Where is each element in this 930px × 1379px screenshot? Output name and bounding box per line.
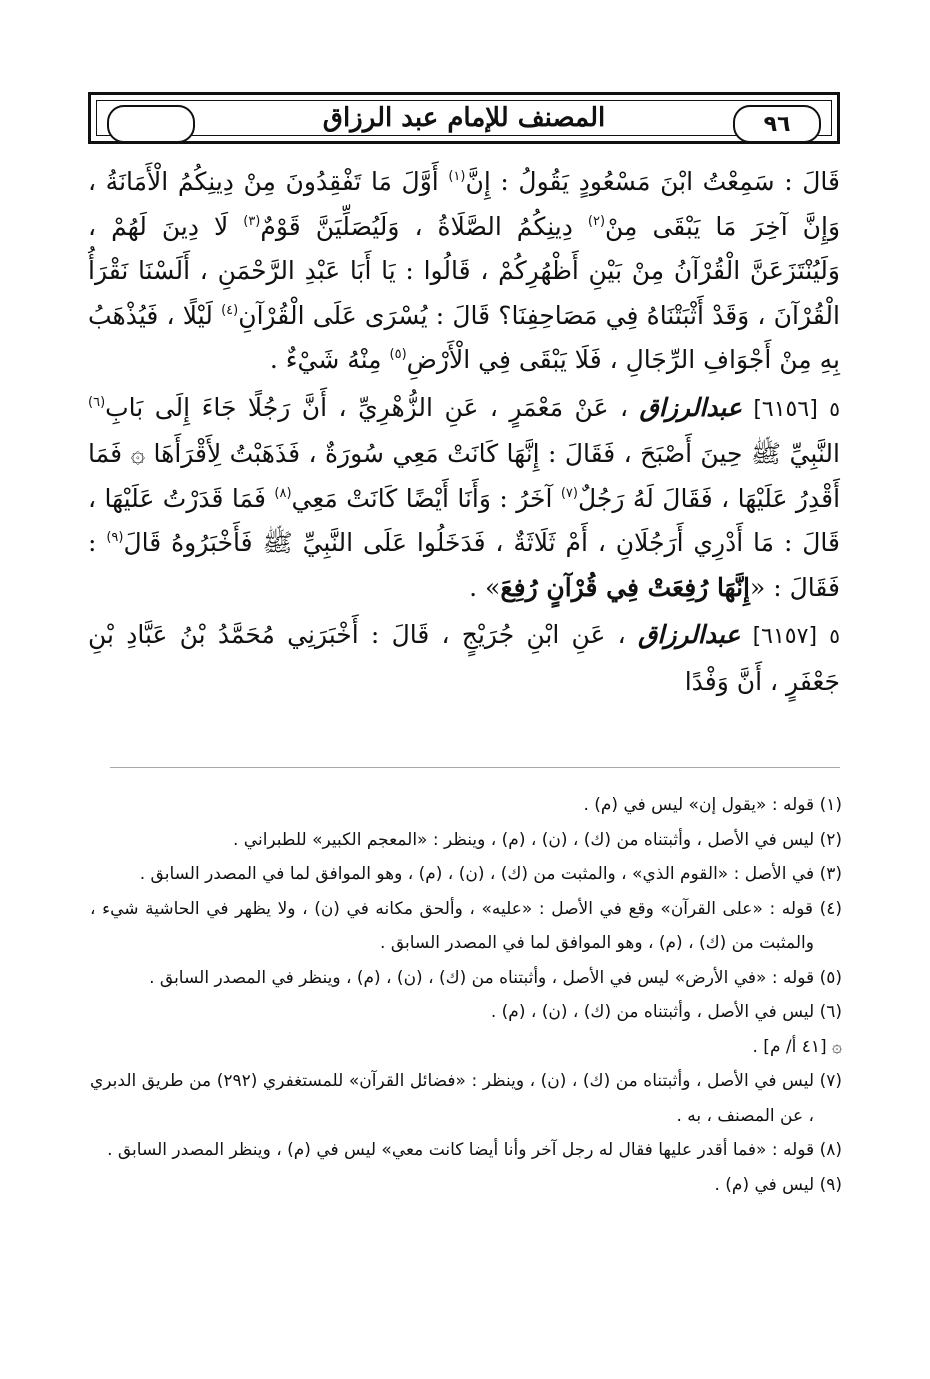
header-frame (96, 100, 832, 136)
text-segment: لَا دِينَ لَهُمْ ، وَلَيُنْتَزَعَنَّ الْقُرْآنُ مِنْ بَيْنِ أَظْهُرِكُمْ ، قَالُوا : يَا أَبَا عَبْدِ الرَّحْمَنِ ، أَلَسْنَا نَقْرَأُ الْقُرْآنَ ، وَقَدْ أَثْبَتْنَاهُ فِي مَصَاحِفِنَا؟ قَالَ : يُسْرَى عَلَى الْقُرْآنِ (88, 211, 840, 330)
book-title: المصنف للإمام عبد الرزاق (322, 103, 606, 133)
footnote-ref[interactable]: (٨) (274, 485, 292, 501)
footnote-5: (٥) قوله : «في الأرض» ليس في الأصل ، وأثبتناه من (ك) ، (ن) ، (م) ، وينظر في المصدر السابق . (149, 967, 842, 988)
footnote-ref[interactable]: (٢) (587, 213, 606, 229)
text-segment: فَمَا قَدَرْتُ عَلَيْهَا ، قَالَ : مَا أَدْرِي أَرَجُلَانِ ، أَمْ ثَلَاثَةٌ ، فَدَخَلُوا عَلَى النَّبِيِّ ﷺ فَأَخْبَرُوهُ قَالَ (88, 483, 840, 557)
page-number: ٩٦ (733, 105, 821, 143)
footnote-6: (٦) ليس في الأصل ، وأثبتناه من (ك) ، (ن) ، (م) . (490, 1002, 842, 1022)
text-segment: قَالَ : سَمِعْتُ ابْنَ مَسْعُودٍ يَقُولُ : إِنَّ (465, 167, 840, 196)
paragraph-opening (88, 160, 840, 383)
footnote-ref[interactable]: (٤) (221, 302, 239, 318)
text-segment: النَّبِيِّ ﷺ حِينَ أَصْبَحَ ، فَقَالَ : إِنَّهَا كَانَتْ مَعِي سُورَةٌ ، فَذَهَبْتُ لِأَقْرَأَهَا ۞ فَمَا أَقْدِرُ عَلَيْهَا ، فَقَالَ لَهُ رَجُلٌ (88, 439, 841, 513)
text-segment: : فَقَالَ : « (88, 528, 840, 602)
footnotes-section (90, 788, 842, 1202)
narrator-name: عبدالرزاق (637, 620, 741, 649)
footnote-3: (٣) في الأصل : «القوم الذي» ، والمثبت من (ك) ، (ن) ، (م) ، وهو الموافق لما في المصدر السابق . (139, 864, 842, 884)
footnote-divider (110, 767, 840, 768)
text-segment: لَيْلًا ، فَيُذْهَبُ بِهِ مِنْ أَجْوَافِ الرِّجَالِ ، فَلَا يَبْقَى فِي الْأَرْضِ (88, 300, 840, 374)
text-segment: آخَرُ : وَأَنَا أَيْضًا كَانَتْ مَعِي (291, 483, 561, 513)
text-segment: أَوَّلَ مَا تَفْقِدُونَ مِنْ دِينِكُمُ الْأَمَانَةُ ، وَإِنَّ آخِرَ مَا يَبْقَى مِنْ (88, 167, 841, 241)
footnote-8: (٨) قوله : «فما أقدر عليها فقال له رجل آخر وأنا أيضا كانت معي» ليس في (م) ، وينظر المصدر السابق . (107, 1140, 842, 1160)
main-text (88, 160, 840, 704)
text-segment: مِنْهُ شَيْءٌ . (269, 345, 390, 374)
footnote-ref[interactable]: (٣) (243, 213, 261, 229)
text-segment: دِينِكُمُ الصَّلَاةُ ، وَلَيُصَلِّيَنَّ قَوْمٌ (260, 211, 588, 241)
hadith-marker-icon: ٥ (829, 396, 840, 421)
footnote-ref[interactable]: (٧) (560, 485, 578, 501)
footnote-9: (٩) ليس في (م) . (714, 1174, 842, 1195)
text-segment: ، عَنِ ابْنِ جُرَيْجٍ ، قَالَ : أَخْبَرَنِي مُحَمَّدُ بْنُ عَبَّادِ بْنِ جَعْفَرٍ ، أَنَّ وَفْدًا (88, 620, 840, 696)
hadith-6157 (88, 613, 840, 704)
page-header (88, 92, 840, 144)
hadith-6156 (88, 386, 840, 611)
footnote-2: (٢) ليس في الأصل ، وأثبتناه من (ك) ، (ن) ، (م) ، وينظر : «المعجم الكبير» للطبراني . (232, 829, 842, 850)
text-segment: ، عَنْ مَعْمَرٍ ، عَنِ الزُّهْرِيِّ ، أَنَّ رَجُلًا جَاءَ إِلَى بَابِ (105, 392, 640, 422)
prophetic-quote: إِنَّهَا رُفِعَتْ فِي قُرْآنٍ رُفِعَ (500, 572, 750, 602)
hadith-marker-icon: ٥ (829, 624, 841, 648)
footnote-7: (٧) ليس في الأصل ، وأثبتناه من (ك) ، (ن) ، وينظر : «فضائل القرآن» للمستغفري (٢٩٢) من طريق الدبري ، عن المصنف ، به . (90, 1071, 842, 1126)
footnote-folio-ref: ۞ [٤١ أ/ م] . (752, 1036, 842, 1057)
narrator-name: عبدالرزاق (639, 392, 742, 422)
footnote-ref[interactable]: (٩) (106, 530, 124, 545)
text-segment: » . (469, 572, 501, 602)
hadith-number: [٦١٥٧] (752, 624, 818, 649)
hadith-number: [٦١٥٦] (753, 396, 818, 422)
footnote-4: (٤) قوله : «على القرآن» وقع في الأصل : «عليه» ، وألحق مكانه في (ن) ، ولا يظهر في الحاشية شيء ، والمثبت من (ك) ، (م) ، وهو الموافق لما في المصدر السابق . (90, 898, 842, 953)
publisher-seal-icon (107, 105, 195, 143)
footnote-ref[interactable]: (٦) (88, 394, 106, 410)
footnote-1: (١) قوله : «يقول إن» ليس في (م) . (583, 795, 842, 815)
footnote-ref[interactable]: (٥) (389, 347, 407, 362)
footnote-ref[interactable]: (١) (448, 169, 466, 184)
